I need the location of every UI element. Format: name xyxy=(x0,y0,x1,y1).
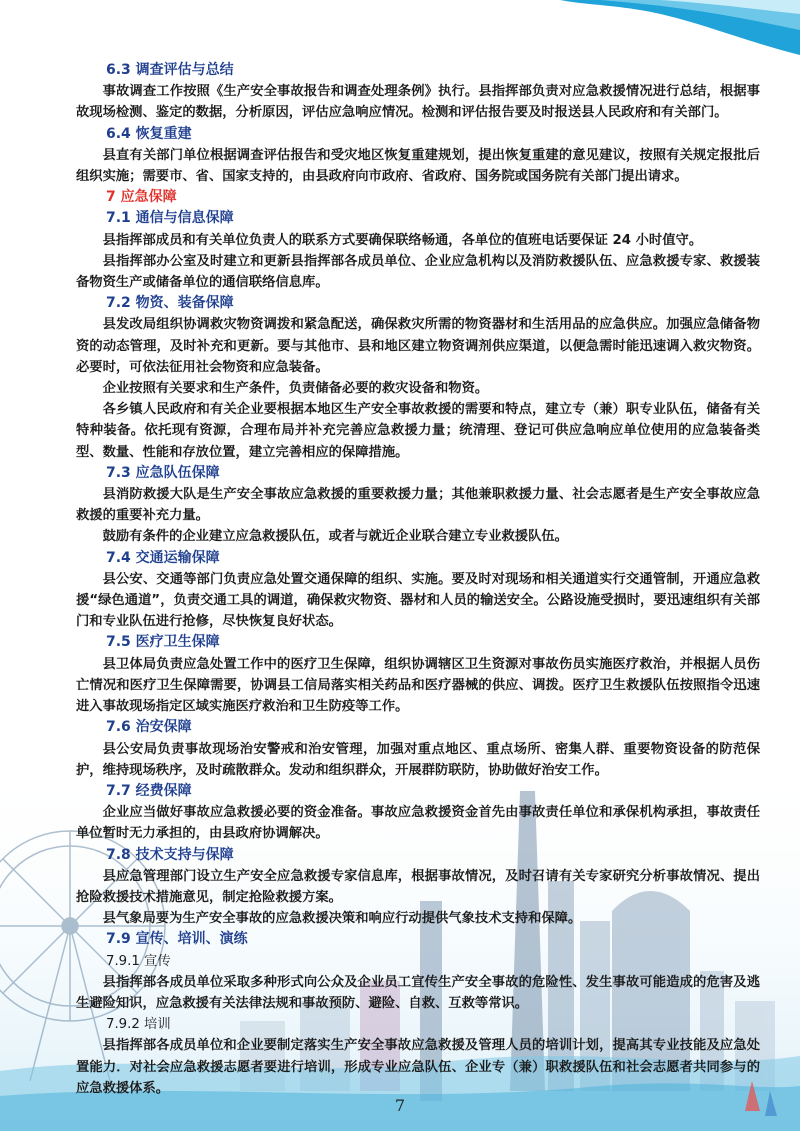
subsection-heading: 7.9.2 培训 xyxy=(106,1017,171,1033)
section-heading: 7.3 应急队伍保障 xyxy=(106,464,220,481)
chapter-heading: 7 应急保障 xyxy=(106,189,177,206)
paragraph: 县公安、交通等部门负责应急处置交通保障的组织、实施。要及时对现场和相关通道实行交通管制，开通应急救援“绿色通道”，负责交通工具的调道，确保救灾物资、器材和人员的输送安全。公路设施受损时，要迅速组织有关部门和专业队伍进行抢修，尽快恢复良好状态。 xyxy=(76,571,760,630)
section-heading: 7.4 交通运输保障 xyxy=(106,549,220,566)
paragraph: 企业按照有关要求和生产条件，负责储备必要的救灾设备和物资。 xyxy=(102,381,489,397)
paragraph: 县卫体局负责应急处置工作中的医疗卫生保障，组织协调辖区卫生资源对事故伤员实施医疗救治，并根据人员伤亡情况和医疗卫生保障需要，协调县工信局落实相关药品和医疗器械的供应、调拨。医疗卫生救援队伍按照指令迅速进入事故现场指定区域实施医疗救治和卫生防疫等工作。 xyxy=(76,656,760,715)
top-wave-decoration xyxy=(0,0,800,60)
paragraph: 县指挥部成员和有关单位负责人的联系方式要确保联络畅通，各单位的值班电话要保证 24 小时值守。 xyxy=(102,232,703,248)
subsection-heading: 7.9.1 宣传 xyxy=(106,953,171,969)
page-number: 7 xyxy=(394,1096,406,1115)
section-heading: 7.6 治安保障 xyxy=(106,719,192,736)
paragraph: 县应急管理部门设立生产安全应急救援专家信息库，根据事故情况，及时召请有关专家研究分析事故情况、提出抢险救援技术措施意见，制定抢险救援方案。 xyxy=(76,868,760,905)
section-heading: 7.5 医疗卫生保障 xyxy=(106,634,220,651)
paragraph: 县气象局要为生产安全事故的应急救援决策和响应行动提供气象技术支持和保障。 xyxy=(102,911,582,927)
paragraph: 县直有关部门单位根据调查评估报告和受灾地区恢复重建规划，提出恢复重建的意见建议，按照有关规定报批后组织实施；需要市、省、国家支持的，由县政府向市政府、省政府、国务院或国务院有关部门提出请求。 xyxy=(76,147,760,185)
section-heading: 6.4 恢复重建 xyxy=(106,125,192,142)
paragraph: 县消防救援大队是生产安全事故应急救援的重要救援力量；其他兼职救援力量、社会志愿者是生产安全事故应急救援的重要补充力量。 xyxy=(76,487,760,524)
section-heading: 7.7 经费保障 xyxy=(106,782,192,799)
paragraph: 县发改局组织协调救灾物资调拨和紧急配送，确保救灾所需的物资器材和生活用品的应急供应。加强应急储备物资的动态管理，及时补充和更新。要与其他市、县和地区建立物资调剂供应渠道，以便急需时能迅速调入救灾物资。必要时，可依法征用社会物资和应急装备。 xyxy=(76,317,760,375)
paragraph: 县公安局负责事故现场治安警戒和治安管理，加强对重点地区、重点场所、密集人群、重要物资设备的防范保护，维持现场秩序，及时疏散群众。发动和组织群众，开展群防联防，协助做好治安工作。 xyxy=(76,741,760,778)
paragraph: 县指挥部办公室及时建立和更新县指挥部各成员单位、企业应急机构以及消防救援队伍、应急救援专家、救援装备物资生产或储备单位的通信联络信息库。 xyxy=(76,253,760,291)
section-heading: 6.3 调查评估与总结 xyxy=(106,62,234,78)
paragraph: 事故调查工作按照《生产安全事故报告和调查处理条例》执行。县指挥部负责对应急救援情况进行总结，根据事故现场检测、鉴定的数据，分析原因，评估应急响应情况。检测和评估报告要及时报送县人民政府和有关部门。 xyxy=(76,84,760,121)
document-body xyxy=(76,60,760,1099)
section-heading: 7.2 物资、装备保障 xyxy=(106,295,234,312)
paragraph: 鼓励有条件的企业建立应急救援队伍，或者与就近企业联合建立专业救援队伍。 xyxy=(102,529,568,545)
paragraph: 县指挥部各成员单位和企业要制定落实生产安全事故应急救援及管理人员的培训计划，提高其专业技能及应急处置能力．对社会应急救援志愿者要进行培训，形成专业应急队伍、企业专（兼）职救援队伍和社会志愿者共同参与的应急救援体系。 xyxy=(76,1038,760,1096)
section-heading: 7.8 技术支持与保障 xyxy=(106,846,234,863)
paragraph: 各乡镇人民政府和有关企业要根据本地区生产安全事故救援的需要和特点，建立专（兼）职专业队伍，储备有关特种装备。依托现有资源，合理布局并补充完善应急救援力量；统清理、登记可供应急响应单位使用的应急装备类型、数量、性能和存放位置，建立完善相应的保障措施。 xyxy=(76,402,760,460)
paragraph: 企业应当做好事故应急救援必要的资金准备。事故应急救援资金首先由事故责任单位和承保机构承担，事故责任单位暂时无力承担的，由县政府协调解决。 xyxy=(76,805,760,842)
section-heading: 7.9 宣传、培训、演练 xyxy=(106,931,248,948)
paragraph: 县指挥部各成员单位采取多种形式向公众及企业员工宣传生产安全事故的危险性、发生事故可能造成的危害及逃生避险知识，应急救援有关法律法规和事故预防、避险、自救、互救等常识。 xyxy=(76,974,760,1011)
section-heading: 7.1 通信与信息保障 xyxy=(106,210,234,227)
